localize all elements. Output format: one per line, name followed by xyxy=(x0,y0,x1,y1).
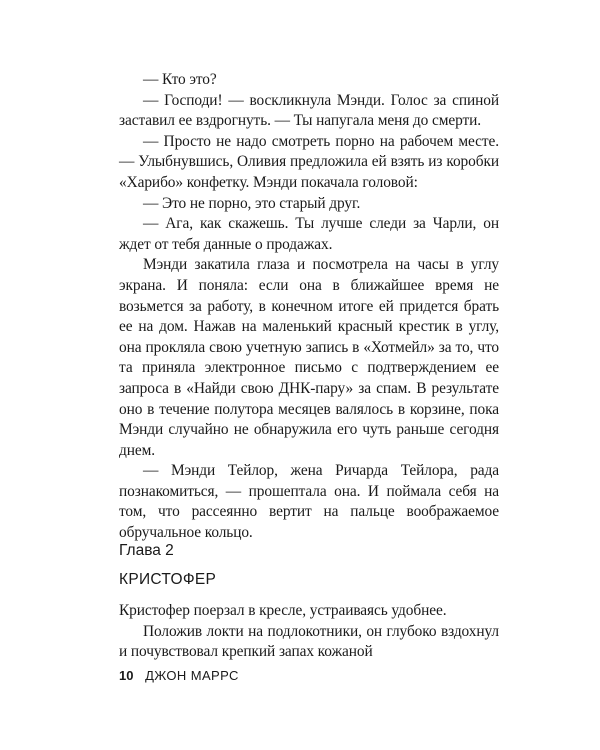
page-footer xyxy=(119,667,239,685)
paragraph: Мэнди закатила глаза и посмотрела на часы в углу экрана. И поняла: если она в ближайшее время не возьмется за работу, в конечном итоге ей придется брать ее на дом. Нажав на маленький красный крестик в углу, она прокляла свою учетную запись в «Хотмейл» за то, что та приняла электронное письмо с подтверждением ее запроса в «Найди свою ДНК-пару» за спам. В результате оно в течение полутора месяцев валялось в корзине, пока Мэнди случайно не обнаружила его чуть раньше сегодня днем. xyxy=(119,256,499,459)
paragraph: — Это не порно, это старый друг. xyxy=(143,194,361,212)
paragraph: — Кто это? xyxy=(143,71,217,88)
page-number: 10 xyxy=(119,668,134,683)
paragraph: — Просто не надо смотреть порно на рабочем месте. — Улыбнувшись, Оливия предложила ей взять из коробки «Харибо» конфетку. Мэнди покачала головой: xyxy=(119,132,499,191)
body-text xyxy=(119,70,499,544)
paragraph: Кристофер поерзал в кресле, устраиваясь удобнее. xyxy=(119,602,447,619)
chapter-section xyxy=(119,540,499,663)
chapter-text xyxy=(119,601,499,663)
paragraph: — Мэнди Тейлор, жена Ричарда Тейлора, рада познакомиться, — прошептала она. И поймала себя на том, что рассеянно вертит на пальце воображаемое обручальное кольцо. xyxy=(119,462,499,542)
chapter-title: КРИСТОФЕР xyxy=(119,571,217,588)
paragraph: — Ага, как скажешь. Ты лучше следи за Чарли, он ждет от тебя данные о продажах. xyxy=(119,215,499,253)
chapter-label: Глава 2 xyxy=(119,542,174,559)
running-head: ДЖОН МАРРС xyxy=(145,668,239,683)
paragraph: Положив локти на подлокотники, он глубоко вздохнул и почувствовал крепкий запах кожаной xyxy=(119,622,499,661)
paragraph: — Господи! — воскликнула Мэнди. Голос за спиной заставил ее вздрогнуть. — Ты напугала меня до смерти. xyxy=(119,91,499,130)
